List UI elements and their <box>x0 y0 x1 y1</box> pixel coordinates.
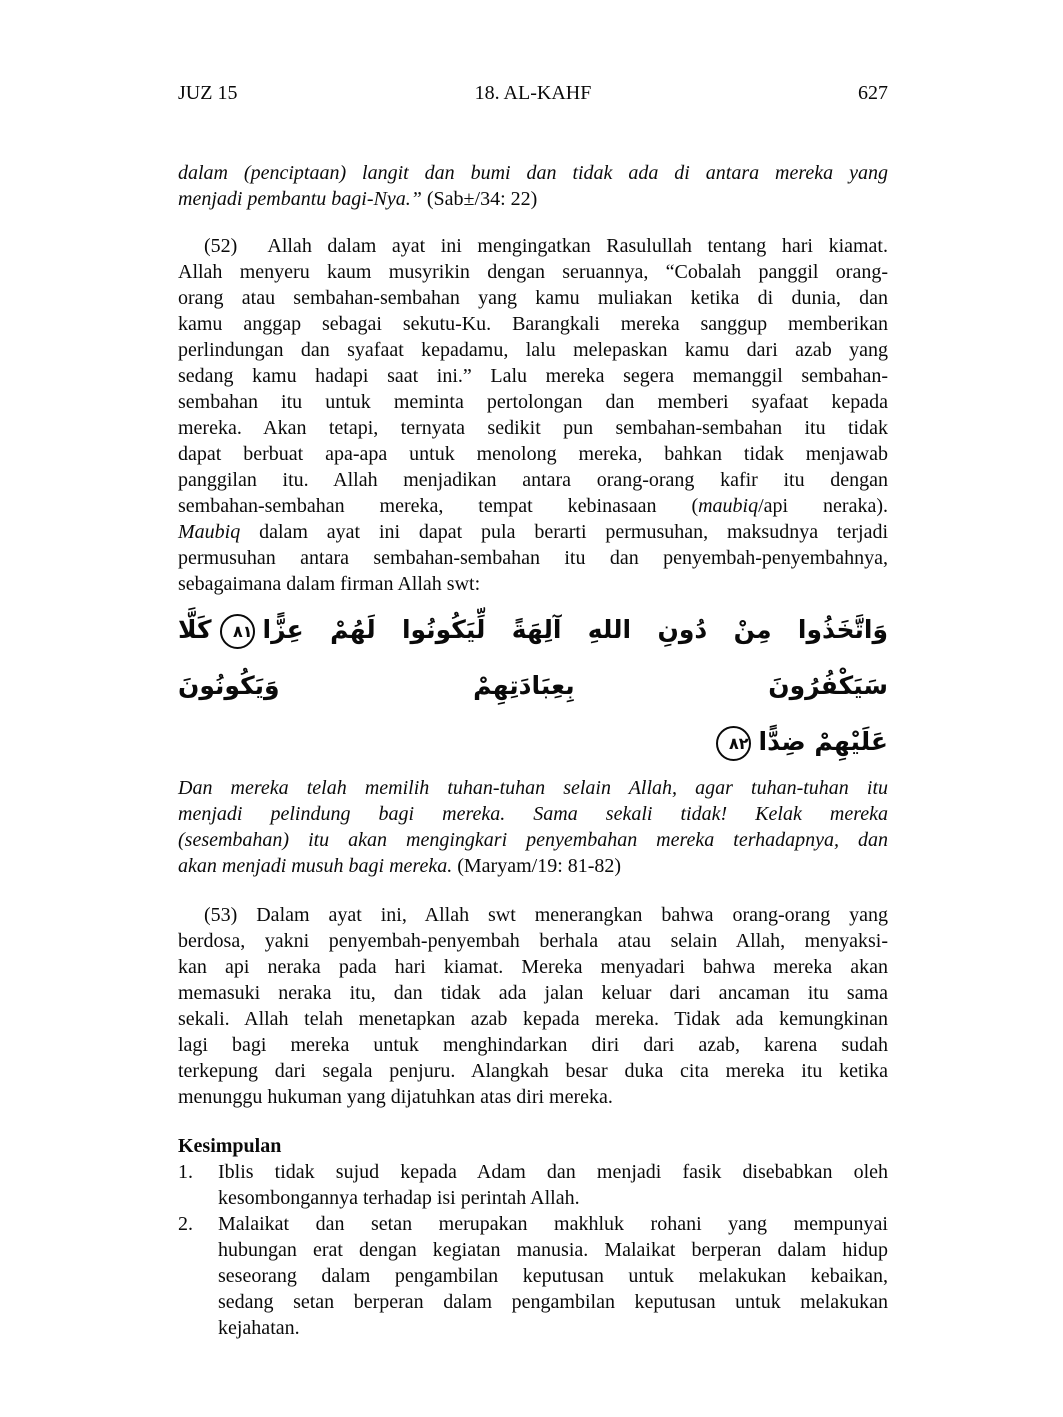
text-line <box>218 1159 888 1185</box>
text-run: (52) Allah dalam ayat ini mengingatkan Rasulullah tentang hari kiamat. <box>204 235 888 257</box>
text-line <box>178 928 888 954</box>
text-line <box>178 259 888 285</box>
text-line <box>178 160 888 186</box>
text-column <box>178 80 888 1341</box>
text-run: Kesimpulan <box>178 1135 282 1157</box>
text-line <box>178 1032 888 1058</box>
text-run: Malaikat dan setan merupakan makhluk rohani yang mempunyai <box>218 1213 888 1235</box>
text-run: lagi bagi mereka untuk menghindarkan diri dari azab, karena sudah <box>178 1034 888 1056</box>
text-line <box>178 571 888 597</box>
text-run: mereka. Akan tetapi, ternyata sedikit pun sembahan-sembahan itu tidak <box>178 417 888 439</box>
text-run: akan menjadi musuh bagi mereka. <box>178 855 458 877</box>
kesimpulan-item-2 <box>178 1211 888 1341</box>
header-juz: JUZ 15 <box>178 82 238 104</box>
text-line <box>178 1084 888 1110</box>
text-line <box>178 467 888 493</box>
text-line <box>218 1315 888 1341</box>
text-line <box>178 233 888 259</box>
text-line <box>178 441 888 467</box>
text-run: memasuki neraka itu, dan tidak ada jalan keluar dari ancaman itu sama <box>178 982 888 1004</box>
text-run: Allah menyeru kaum musyrikin dengan seruannya, “Cobalah panggil orang- <box>178 261 888 283</box>
text-line <box>218 1237 888 1263</box>
text-line <box>178 363 888 389</box>
text-run: menjadi pembantu bagi-Nya.” <box>178 188 427 210</box>
text-line <box>178 311 888 337</box>
text-line <box>178 389 888 415</box>
text-run: عَلَيْهِمْ ضِدًّا <box>758 727 888 756</box>
text-line <box>218 1263 888 1289</box>
text-line <box>178 714 888 770</box>
text-run: sedang setan berperan dalam pengambilan keputusan untuk melakukan <box>218 1291 888 1313</box>
text-run: perlindungan dan syafaat kepadamu, lalu melepaskan kamu dari azab yang <box>178 339 888 361</box>
text-run: Maubiq <box>178 521 241 543</box>
text-line <box>178 980 888 1006</box>
text-line <box>178 519 888 545</box>
text-line <box>178 1133 888 1159</box>
running-header <box>178 80 888 106</box>
arabic-verse <box>178 602 888 770</box>
text-run: menjadi pelindung bagi mereka. Sama sekali tidak! Kelak mereka <box>178 803 888 825</box>
text-run: (Sab±/34: 22) <box>426 188 538 210</box>
document-body <box>178 160 888 1341</box>
text-run: sembahan itu untuk meminta pertolongan dan memberi syafaat kepada <box>178 391 888 413</box>
text-run: orang atau sembahan-sembahan yang kamu muliakan ketika di dunia, dan <box>178 287 888 309</box>
text-line <box>178 1058 888 1084</box>
text-run: hubungan erat dengan kegiatan manusia. Malaikat berperan dalam hidup <box>218 1239 888 1261</box>
text-run: sekali. Allah telah menetapkan azab kepada mereka. Tidak ada kemungkinan <box>178 1008 888 1030</box>
kesimpulan-heading <box>178 1133 888 1159</box>
kesimpulan-item-1 <box>178 1159 888 1211</box>
ayah-number-circle: ٨٢ <box>716 726 751 761</box>
text-run: berdosa, yakni penyembah-penyembah berhala atau selain Allah, menyaksi- <box>178 930 888 952</box>
list-number: 2. <box>178 1213 193 1235</box>
text-run: seseorang dalam pengambilan keputusan untuk melakukan kebaikan, <box>218 1265 888 1287</box>
text-run: kesombongannya terhadap isi perintah Allah. <box>218 1187 580 1209</box>
text-line <box>178 775 888 801</box>
text-line <box>178 415 888 441</box>
text-line <box>178 493 888 519</box>
text-line <box>178 186 888 212</box>
quote-saba <box>178 160 888 212</box>
text-run: kamu anggap sebagai sekutu-Ku. Barangkali mereka sanggup memberikan <box>178 313 888 335</box>
text-run: sedang kamu hadapi saat ini.” Lalu mereka segera memanggil sembahan- <box>178 365 888 387</box>
list-number: 1. <box>178 1161 193 1183</box>
text-run: kan api neraka pada hari kiamat. Mereka menyadari bahwa mereka akan <box>178 956 888 978</box>
text-run: Iblis tidak sujud kepada Adam dan menjadi fasik disebabkan oleh <box>218 1161 888 1183</box>
text-run: sebagaimana dalam firman Allah swt: <box>178 573 481 595</box>
text-run: Dan mereka telah memilih tuhan-tuhan selain Allah, agar tuhan-tuhan itu <box>178 777 888 799</box>
ayah-number-circle: ٨١ <box>220 614 255 649</box>
text-line <box>178 602 888 714</box>
text-run: dalam ayat ini dapat pula berarti permusuhan, maksudnya terjadi <box>240 521 888 543</box>
quote-maryam <box>178 775 888 879</box>
text-run: /api neraka). <box>758 495 888 517</box>
text-run: (53) Dalam ayat ini, Allah swt menerangkan bahwa orang-orang yang <box>204 904 888 926</box>
text-line <box>218 1211 888 1237</box>
text-run: terkepung dari segala penjuru. Alangkah besar duka cita mereka itu ketika <box>178 1060 888 1082</box>
text-run: sembahan-sembahan mereka, tempat kebinasaan ( <box>178 495 699 517</box>
text-line <box>178 827 888 853</box>
text-run: menunggu hukuman yang dijatuhkan atas diri mereka. <box>178 1086 613 1108</box>
text-line <box>218 1289 888 1315</box>
header-page-number: 627 <box>858 82 888 104</box>
text-line <box>178 853 888 879</box>
text-line <box>178 902 888 928</box>
text-line <box>178 545 888 571</box>
text-run: dalam (penciptaan) langit dan bumi dan tidak ada di antara mereka yang <box>178 162 888 184</box>
text-run: kejahatan. <box>218 1317 300 1339</box>
text-run: (sesembahan) itu akan mengingkari penyembahan mereka terhadapnya, dan <box>178 829 888 851</box>
text-line <box>178 337 888 363</box>
text-run: كَلَّا سَيَكْفُرُونَ بِعِبَادَتِهِمْ وَيَكُونُونَ <box>178 615 888 700</box>
header-surah-title: 18. AL-KAHF <box>474 82 592 104</box>
text-run: dapat berbuat apa-apa untuk menolong mereka, bahkan tidak menjawab <box>178 443 888 465</box>
text-line <box>178 285 888 311</box>
text-line <box>178 801 888 827</box>
para-52 <box>178 233 888 597</box>
text-run: (Maryam/19: 81-82) <box>457 855 622 877</box>
text-run: panggilan itu. Allah menjadikan antara orang-orang kafir itu dengan <box>178 469 888 491</box>
para-53 <box>178 902 888 1110</box>
text-line <box>178 954 888 980</box>
text-line <box>218 1185 888 1211</box>
text-line <box>178 1006 888 1032</box>
text-run: وَاتَّخَذُوا مِنْ دُونِ اللهِ آلِهَةً لِّيَكُونُوا لَهُمْ عِزًّا <box>262 615 888 644</box>
text-run: maubiq <box>698 495 759 517</box>
text-run: permusuhan antara sembahan-sembahan itu dan penyembah-penyembahnya, <box>178 547 888 569</box>
